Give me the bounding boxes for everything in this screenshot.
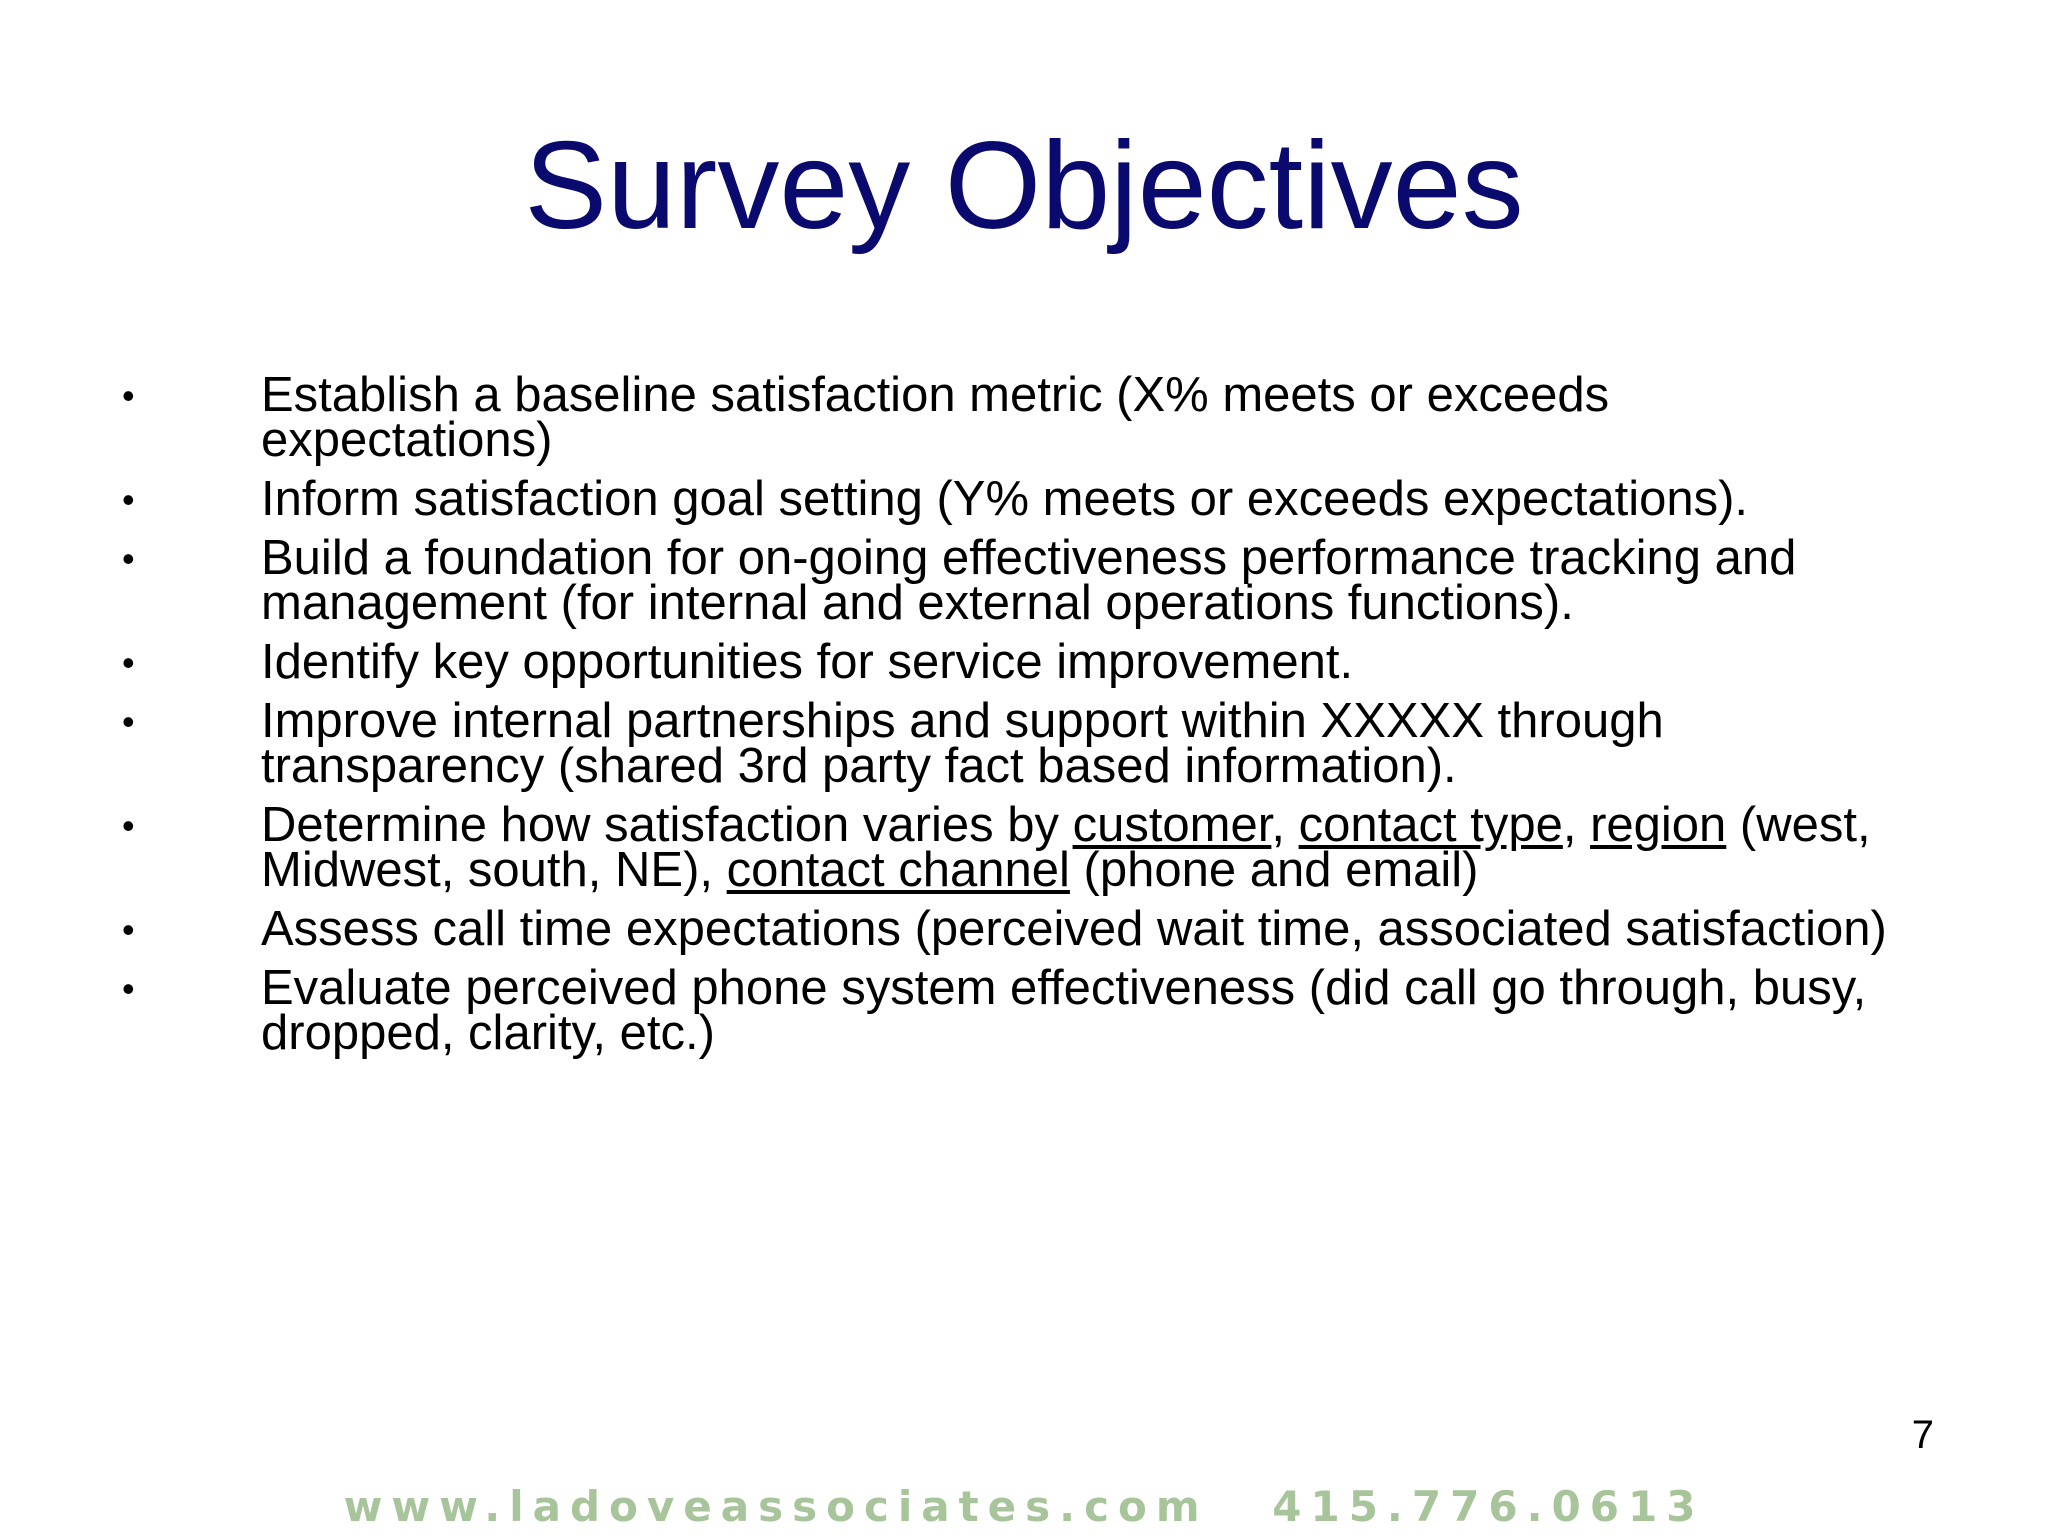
list-item <box>0 961 2048 1060</box>
bullet-text: Identify key opportunities for service improvement. <box>261 635 1354 689</box>
page-number: 7 <box>1911 1413 1934 1457</box>
region-term: region <box>1590 798 1727 852</box>
list-item <box>0 694 2048 793</box>
footer-website: www.ladoveassociates.com <box>343 1482 1209 1531</box>
list-item <box>0 635 2048 689</box>
bullet-text-mid: (west, Midwest, south, NE), <box>261 798 1871 897</box>
list-item <box>0 472 2048 526</box>
bullet-icon: • <box>122 909 135 950</box>
bullet-icon: • <box>122 538 135 579</box>
bullet-icon: • <box>122 375 135 416</box>
bullet-icon: • <box>122 701 135 742</box>
contact-channel-term: contact channel <box>726 843 1070 897</box>
bullet-text: Establish a baseline satisfaction metric (X% meets or exceeds expectations) <box>261 368 1610 467</box>
slide-title: Survey Objectives <box>524 117 1524 255</box>
objectives-list <box>0 368 2048 1070</box>
bullet-icon: • <box>122 479 135 520</box>
bullet-text: Assess call time expectations (perceived wait time, associated satisfaction) <box>261 902 1887 956</box>
bullet-text-tail: (phone and email) <box>1069 843 1479 897</box>
separator: , <box>1562 798 1591 852</box>
bullet-icon: • <box>122 805 135 846</box>
bullet-icon: • <box>122 968 135 1009</box>
list-item <box>0 531 2048 630</box>
bullet-text: Improve internal partnerships and support within XXXXX through transparency (shared 3rd party fact based information). <box>261 694 1664 793</box>
footer <box>0 1482 2048 1531</box>
list-item <box>0 368 2048 467</box>
contact-type-term: contact type <box>1298 798 1563 852</box>
bullet-text: Build a foundation for on-going effectiveness performance tracking and management (for internal and external operations functions). <box>261 531 1797 630</box>
list-item <box>0 902 2048 956</box>
bullet-icon: • <box>122 642 135 683</box>
footer-phone: 415.776.0613 <box>1272 1482 1705 1531</box>
separator: , <box>1271 798 1299 852</box>
bullet-text: Inform satisfaction goal setting (Y% meets or exceeds expectations). <box>261 472 1749 526</box>
bullet-text: Evaluate perceived phone system effectiveness (did call go through, busy, dropped, clarity, etc.) <box>261 961 1867 1060</box>
customer-term: customer <box>1072 798 1272 852</box>
list-item <box>0 798 2048 897</box>
bullet-text-lead: Determine how satisfaction varies by <box>261 798 1073 852</box>
